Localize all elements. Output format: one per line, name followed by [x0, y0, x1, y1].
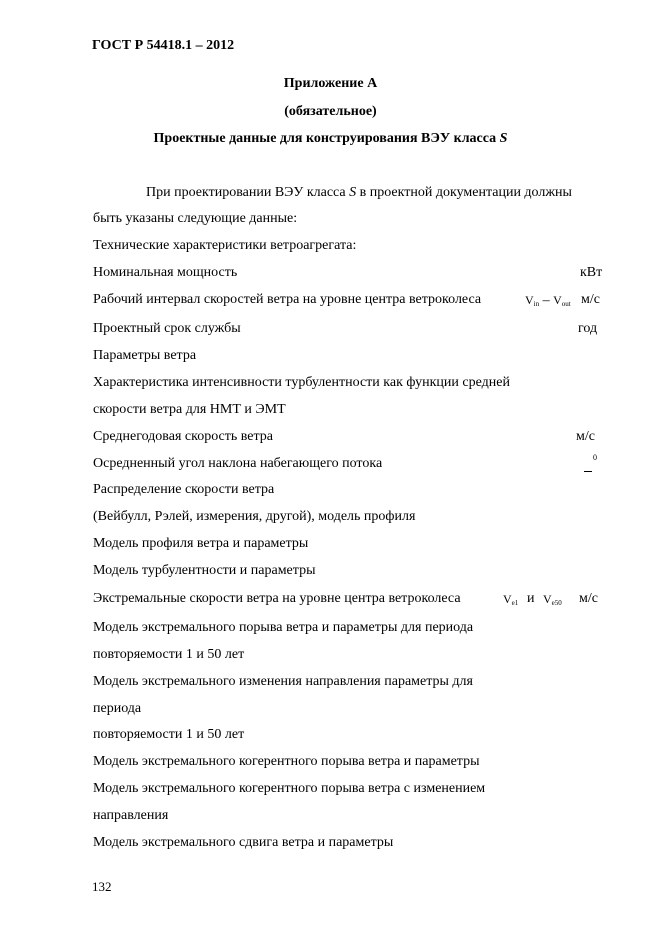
param-unit: м/с: [576, 429, 595, 444]
param-label: Номинальная мощность: [93, 265, 238, 280]
symbol-v: V: [543, 592, 552, 606]
coherent-dir-line-1: Модель экстремального когерентного порыва ветра с изменением: [93, 781, 486, 796]
turbulence-line-2: скорости ветра для НМТ и ЭМТ: [93, 402, 286, 417]
symbol-dash: –: [539, 293, 554, 308]
wind-params-heading: Параметры ветра: [93, 348, 197, 363]
symbol-sub: e1: [511, 599, 519, 607]
param-unit: кВт: [580, 265, 603, 280]
unit-blank-line: [584, 471, 592, 472]
param-annual-speed: [93, 429, 613, 445]
page-number: 132: [92, 879, 112, 894]
param-power: [93, 265, 613, 281]
gust-line-2: повторяемости 1 и 50 лет: [93, 647, 245, 662]
intro-class: S: [349, 185, 357, 200]
tech-heading: Технические характеристики ветроагрегата:: [93, 238, 357, 253]
gust-line-1: Модель экстремального порыва ветра и параметры для периода: [93, 620, 474, 635]
appendix-status: (обязательное): [284, 104, 377, 119]
speed-range-symbol: [525, 292, 571, 312]
param-unit: м/с: [579, 591, 598, 606]
param-label: Среднегодовая скорость ветра: [93, 429, 274, 444]
shear-model: Модель экстремального сдвига ветра и параметры: [93, 835, 394, 850]
heading-class: S: [499, 131, 508, 146]
turbulence-model: Модель турбулентности и параметры: [93, 563, 316, 578]
direction-line-2: периода: [93, 701, 142, 716]
param-label: Рабочий интервал скоростей ветра на уровне центра ветроколеса: [93, 292, 482, 307]
turbulence-line-1: Характеристика интенсивности турбулентности как функции средней: [93, 375, 510, 390]
heading-text: Проектные данные для конструирования ВЭУ класса: [153, 131, 500, 146]
direction-line-1: Модель экстремального изменения направления параметры для: [93, 674, 473, 689]
coherent-dir-line-2: направления: [93, 808, 169, 823]
extreme-speed-symbol: [503, 591, 518, 611]
appendix-title: Приложение А: [283, 76, 378, 91]
param-speed-range: [93, 292, 613, 308]
param-lifetime: [93, 321, 613, 337]
param-extreme-speeds: [93, 591, 613, 607]
param-flow-angle: [93, 453, 613, 472]
symbol-sub: out: [561, 300, 571, 308]
distribution-line-1: Распределение скорости ветра: [93, 482, 275, 497]
symbol-sub: in: [533, 300, 540, 308]
intro-text-a: При проектировании ВЭУ класса: [146, 185, 350, 200]
standard-header: ГОСТ Р 54418.1 – 2012: [92, 38, 235, 53]
and-word: и: [527, 591, 535, 606]
intro-line-2: быть указаны следующие данные:: [93, 211, 298, 226]
extreme-speed-symbol-2: [543, 591, 562, 611]
coherent-gust: Модель экстремального когерентного порыва ветра и параметры: [93, 754, 480, 769]
intro-line-1: [146, 185, 572, 201]
degree-sup: 0: [593, 453, 597, 462]
symbol-v: V: [553, 293, 562, 307]
param-label: Проектный срок службы: [93, 321, 241, 336]
distribution-line-2: (Вейбулл, Рэлей, измерения, другой), модель профиля: [93, 509, 416, 524]
param-label: Экстремальные скорости ветра на уровне центра ветроколеса: [93, 591, 461, 606]
param-label: Осредненный угол наклона набегающего потока: [93, 456, 383, 471]
direction-line-3: повторяемости 1 и 50 лет: [93, 727, 245, 742]
symbol-v: V: [525, 293, 534, 307]
symbol-sub: e50: [551, 599, 562, 607]
param-unit: год: [578, 321, 598, 336]
appendix-heading: [0, 131, 661, 147]
intro-text-b: в проектной документации должны: [356, 185, 572, 200]
param-unit: м/с: [581, 292, 600, 307]
symbol-v: V: [503, 592, 512, 606]
profile-model: Модель профиля ветра и параметры: [93, 536, 309, 551]
